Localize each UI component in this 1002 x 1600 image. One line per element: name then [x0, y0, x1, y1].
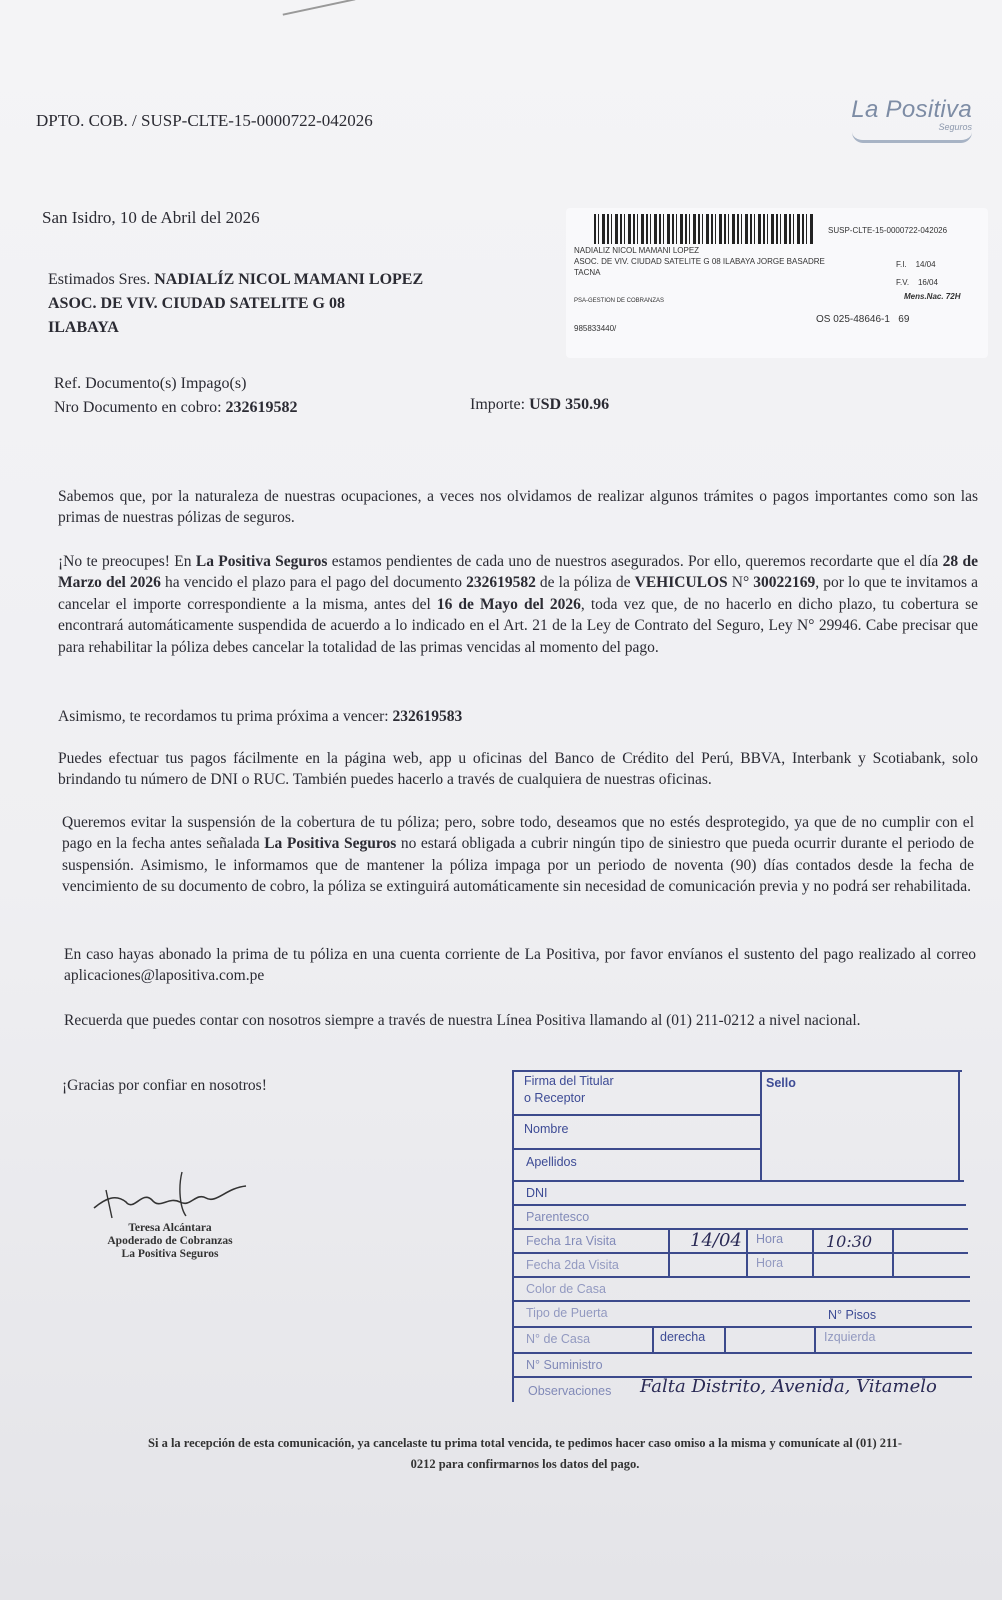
label-hora2: Hora [756, 1256, 784, 1270]
paragraph-1: Sabemos que, por la naturaleza de nuestras ocupaciones, a veces nos olvidamos de realizar algunos trámites o pagos importantes como son las primas de nuestras pólizas de seguros. [58, 488, 978, 527]
visit-form-stamp [512, 1070, 974, 1406]
fecha1-value: 14/04 [690, 1230, 742, 1251]
amount: Importe: USD 350.96 [470, 396, 610, 413]
signer-name: Teresa Alcántara [128, 1222, 212, 1234]
label-os: OS 025-48646-1 69 [816, 314, 910, 325]
label-hora1: Hora [756, 1232, 784, 1246]
label-phone: 985833440/ [574, 324, 617, 333]
reference-code: DPTO. COB. / SUSP-CLTE-15-0000722-042026 [36, 111, 373, 130]
signer-role: Apoderado de Cobranzas [107, 1235, 233, 1248]
label-n-pisos: N° Pisos [828, 1308, 877, 1322]
addressee-block [48, 268, 423, 340]
thanks-line: ¡Gracias por confiar en nosotros! [62, 1077, 267, 1094]
logo-name: La Positiva [851, 96, 972, 123]
paragraph-5: Queremos evitar la suspensión de la cobertura de tu póliza; pero, sobre todo, deseamos que no estés desprotegido, ya que de no cumplir con el pago en la fecha antes señalada La Positiva Seguros no estará obligada a cubrir ningún tipo de siniestro que pueda ocurrir durante el periodo de suspensión. Asimismo, le informamos que de mantener la póliza impaga por un periodo de noventa (90) días contados desde la fecha de vencimiento de su documento de cobro, la póliza se extinguirá automáticamente sin necesidad de comunicación previa y no podrá ser rehabilitada. [62, 814, 974, 896]
amount-value: USD 350.96 [529, 396, 610, 413]
label-izquierda: Izquierda [824, 1330, 876, 1344]
footer-line-2: 0212 para confirmarnos los datos del pago. [410, 1457, 640, 1472]
barcode [594, 214, 814, 244]
label-derecha: derecha [660, 1330, 706, 1344]
signer-company: La Positiva Seguros [121, 1248, 219, 1261]
label-code: SUSP-CLTE-15-0000722-042026 [828, 226, 948, 235]
label-address: ASOC. DE VIV. CIUDAD SATELITE G 08 ILABAYA JORGE BASADRE [574, 257, 825, 266]
logo-swoosh [852, 132, 972, 143]
label-fi: F.I. 14/04 [896, 260, 936, 269]
company-logo [851, 96, 972, 143]
footer-line-1: Si a la recepción de esta comunicación, ya cancelaste tu prima total vencida, te pedimos hacer caso omiso a la misma y comunícate al (01) 211- [148, 1436, 902, 1450]
label-sello: Sello [766, 1076, 796, 1090]
footer-note [60, 1433, 990, 1476]
pen-mark [283, 0, 356, 16]
logo-sub: Seguros [938, 122, 972, 132]
mailing-label [566, 208, 988, 358]
reference-title: Ref. Documento(s) Impago(s) [54, 375, 247, 392]
addressee-name: NADIALÍZ NICOL MAMANI LOPEZ [154, 271, 424, 288]
label-fecha2: Fecha 2da Visita [526, 1258, 619, 1272]
label-gestion: PSA-GESTION DE COBRANZAS [574, 298, 665, 304]
addressee-address: ASOC. DE VIV. CIUDAD SATELITE G 08 [48, 295, 345, 312]
label-color-casa: Color de Casa [526, 1282, 606, 1296]
label-dni: DNI [526, 1186, 548, 1200]
doc-number: 232619582 [225, 399, 298, 416]
date-line: San Isidro, 10 de Abril del 2026 [42, 208, 260, 227]
greeting: Estimados Sres. [48, 271, 151, 288]
hora1-value: 10:30 [826, 1232, 873, 1251]
label-tipo-puerta: Tipo de Puerta [526, 1306, 608, 1320]
label-observaciones: Observaciones [528, 1384, 612, 1398]
paragraph-4: Puedes efectuar tus pagos fácilmente en la página web, app u oficinas del Banco de Crédito del Perú, BBVA, Interbank y Scotiabank, solo brindando tu número de DNI o RUC. También puedes hacerlo a través de cualquiera de nuestras oficinas. [58, 750, 978, 789]
label-region: TACNA [574, 268, 601, 277]
label-nombre: Nombre [524, 1122, 569, 1136]
label-fv: F.V. 16/04 [896, 278, 938, 287]
label-fecha1: Fecha 1ra Visita [526, 1234, 617, 1248]
paragraph-6: En caso hayas abonado la prima de tu póliza en una cuenta corriente de La Positiva, por favor envíanos el sustento del pago realizado al correo aplicaciones@lapositiva.com.pe [64, 946, 976, 985]
signature-scribble [86, 1168, 256, 1230]
signature-block [60, 1222, 280, 1262]
observaciones-value: Falta Distrito, Avenida, Vitamelo [640, 1376, 937, 1397]
label-firma: Firma del Titular [524, 1074, 614, 1088]
reference-block: Ref. Documento(s) Impago(s) Nro Documento en cobro: 232619582 [54, 372, 298, 420]
paragraph-7: Recuerda que puedes contar con nosotros siempre a través de nuestra Línea Positiva llamando al (01) 211-0212 a nivel nacional. [64, 1012, 861, 1029]
label-name: NADIALIZ NICOL MAMANI LOPEZ [574, 246, 700, 255]
label-mens: Mens.Nac. 72H [904, 292, 961, 301]
paragraph-2: ¡No te preocupes! En La Positiva Seguros estamos pendientes de cada uno de nuestros asegurados. Por ello, queremos recordarte que el día 28 de Marzo del 2026 ha vencido el plazo para el pago del documento 232619582 de la póliza de VEHICULOS N° 30022169, por lo que te invitamos a cancelar el importe correspondiente a la misma, antes del 16 de Mayo del 2026, toda vez que, de no hacerlo en dicho plazo, tu cobertura se encontrará automáticamente suspendida de acuerdo a lo indicado en el Art. 21 de la Ley de Contrato del Seguro, Ley N° 29946. Cabe precisar que para rehabilitar la póliza debes cancelar la totalidad de las primas vencidas al momento del pago. [58, 553, 978, 656]
paragraph-3: Asimismo, te recordamos tu prima próxima a vencer: 232619583 [58, 708, 463, 725]
label-parentesco: Parentesco [526, 1210, 590, 1224]
label-n-casa: N° de Casa [526, 1332, 591, 1346]
label-apellidos: Apellidos [526, 1155, 577, 1169]
addressee-city: ILABAYA [48, 319, 119, 336]
label-receptor: o Receptor [524, 1091, 586, 1105]
label-n-suministro: N° Suministro [526, 1358, 603, 1372]
